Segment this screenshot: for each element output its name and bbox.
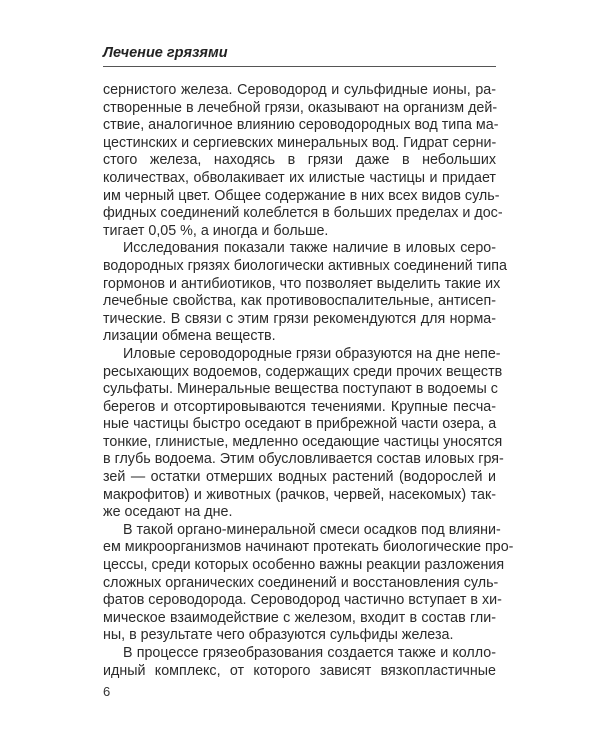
text-line: ствие, аналогичное влиянию сероводородных вод типа ма- — [103, 117, 499, 134]
running-header — [103, 44, 496, 62]
text-line: берегов и отсортировываются течениями. Крупные песча- — [103, 398, 496, 415]
text-line: фидных соединений колеблется в больших пределах и дос- — [103, 205, 503, 222]
text-line: ные частицы быстро оседают в прибрежной части озера, а — [103, 416, 497, 433]
text-line: цессы, среди которых особенно важны реакции разложения — [103, 557, 505, 574]
text-line: лечебные свойства, как противовоспалительные, антисеп- — [103, 293, 496, 310]
text-line: тические. В связи с этим грязи рекомендуются для норма- — [103, 310, 496, 327]
text-line: в глубь водоема. Этим обусловливается состав иловых гря- — [103, 451, 504, 468]
text-line: ны, в результате чего образуются сульфиды железа. — [103, 627, 454, 644]
text-line: водородных грязях биологически активных соединений типа — [103, 257, 507, 274]
text-line: В такой органо-минеральной смеси осадков под влияни- — [123, 521, 501, 538]
text-line: ем микроорганизмов начинают протекать биологические про- — [103, 539, 514, 556]
text-line: же оседают на дне. — [103, 504, 233, 521]
text-line: тонкие, глинистые, медленно оседающие частицы уносятся — [103, 433, 503, 450]
chapter-title: Лечение грязями — [103, 45, 228, 61]
header-rule — [103, 66, 496, 67]
body-text — [103, 82, 514, 680]
paragraph — [103, 345, 504, 522]
text-line: сернистого железа. Сероводород и сульфидные ионы, ра- — [103, 82, 496, 98]
text-line: В процессе грязеобразования создается также и колло- — [123, 645, 496, 661]
text-line: Иловые сероводородные грязи образуются на дне непе- — [123, 345, 501, 362]
text-line: зей — остатки отмерших водных растений (водорослей и — [103, 469, 496, 486]
paragraph — [103, 240, 507, 346]
text-line: Исследования показали также наличие в иловых серо- — [123, 240, 496, 257]
text-line: створенные в лечебной грязи, оказывают на организм дей- — [103, 99, 498, 116]
text-line: сульфаты. Минеральные вещества поступают в водоемы с — [103, 381, 498, 398]
text-line: идный комплекс, от которого зависят вязкопластичные — [103, 662, 496, 679]
paragraph — [103, 521, 514, 645]
text-line: им черный цвет. Общее содержание в них всех видов суль- — [103, 187, 500, 204]
text-line: тигает 0,05 %, а иногда и больше. — [103, 222, 329, 239]
text-line: макрофитов) и животных (рачков, червей, насекомых) так- — [103, 486, 496, 503]
text-line: фатов сероводорода. Сероводород частично вступает в хи- — [103, 592, 502, 609]
text-line: гормонов и антибиотиков, что позволяет выделить такие их — [103, 275, 501, 292]
text-line: лизации обмена веществ. — [103, 328, 276, 345]
paragraph — [103, 645, 496, 680]
text-line: стого железа, находясь в грязи даже в небольших — [103, 152, 496, 169]
text-line: цестинских и сергиевских минеральных вод. Гидрат серни- — [103, 134, 497, 151]
text-line: мическое взаимодействие с железом, входит в состав гли- — [103, 609, 496, 626]
text-line: сложных органических соединений и восстановления суль- — [103, 574, 499, 591]
paragraph — [103, 82, 503, 240]
text-line: количествах, обволакивает их илистые частицы и придает — [103, 169, 496, 186]
page-number: 6 — [103, 684, 111, 699]
text-line: ресыхающих водоемов, содержащих среди прочих веществ — [103, 363, 503, 380]
